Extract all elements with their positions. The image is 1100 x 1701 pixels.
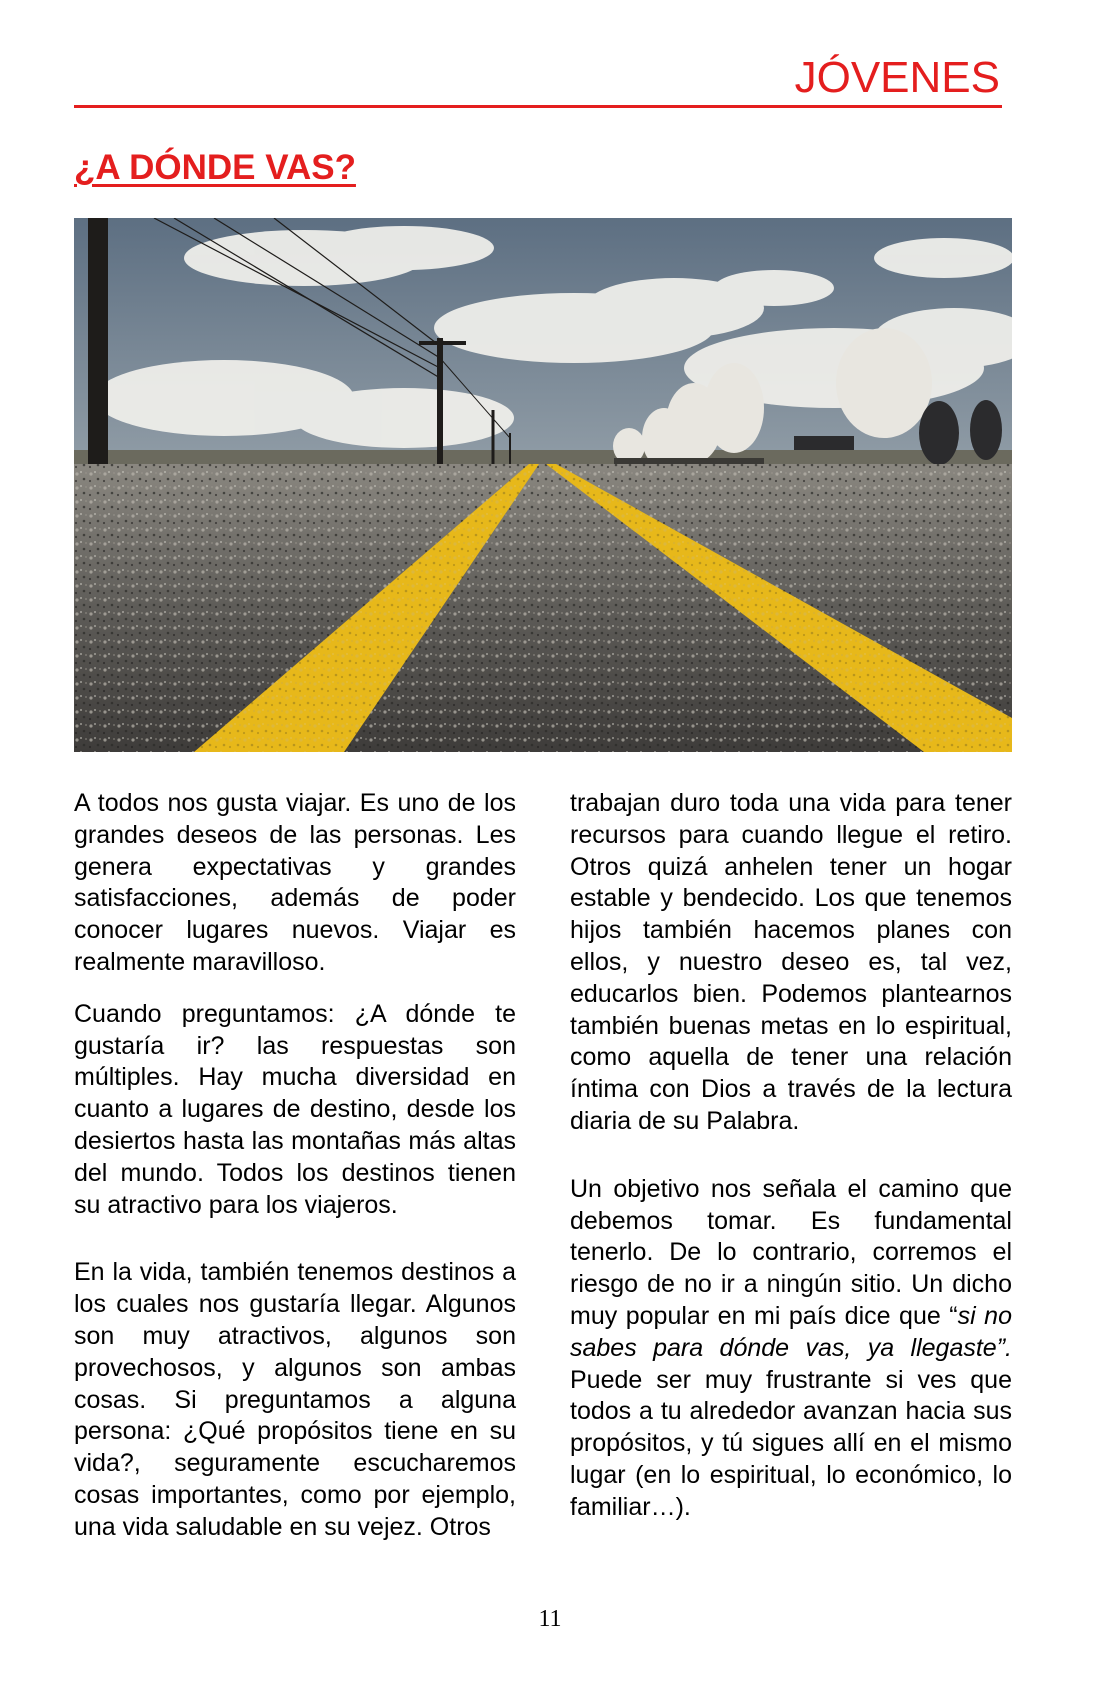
paragraph: trabajan duro toda una vida para tener recursos para cuando llegue el retiro. Otros quizá anhelen tener un hogar estable y bendecido. Los que tenemos hijos también hacemos planes con ellos, y nuestro deseo es, tal vez, educarlos bien. Podemos plantearnos también buenas metas en lo espiritual, como aquella de tener una relación íntima con Dios a través de la lectura diaria de su Palabra. [570,789,1012,1135]
section-label: JÓVENES [794,53,1000,102]
page-number: 11 [538,1606,562,1632]
paragraph [570,1174,1012,1524]
header-rule [74,105,1002,108]
quoted-saying: si no sabes para dónde vas, ya llegaste”. [570,1301,1012,1362]
road-photo [74,218,1012,752]
paragraph: En la vida, también tenemos destinos a los cuales nos gustaría llegar. Algunos son muy atractivos, algunos son provechosos, y algunos son ambas cosas. Si preguntamos a alguna persona: ¿Qué propósitos tiene en su vida?, seguramente escucharemos cosas importantes, como por ejemplo, una vida saludable en su vejez. Otros [74,1258,516,1541]
paragraph-text: Puede ser muy frustrante si ves que todos a tu alrededor avanzan hacia sus propósitos, y tú sigues allí en el mismo lugar (en lo espiritual, lo económico, lo familiar…). [570,1365,1012,1521]
paragraph: Cuando preguntamos: ¿A dónde te gustaría ir? las respuestas son múltiples. Hay mucha diversidad en cuanto a lugares de destino, desde los desiertos hasta las montañas más altas del mundo. Todos los destinos tienen su atractivo para los viajeros. [74,999,516,1219]
paragraph-text: Un objetivo nos señala el camino que debemos tomar. Es fundamental tenerlo. De lo contrario, corremos el riesgo de no ir a ningún sitio. Un dicho muy popular en mi país dice que “ [570,1174,1012,1330]
text-column-right [570,788,1012,1524]
article-title: ¿A DÓNDE VAS? [74,148,356,187]
text-column-left [74,788,516,1544]
paragraph: A todos nos gusta viajar. Es uno de los grandes deseos de las personas. Les genera expectativas y grandes satisfacciones, además de poder conocer lugares nuevos. Viajar es realmente maravilloso. [74,789,516,976]
